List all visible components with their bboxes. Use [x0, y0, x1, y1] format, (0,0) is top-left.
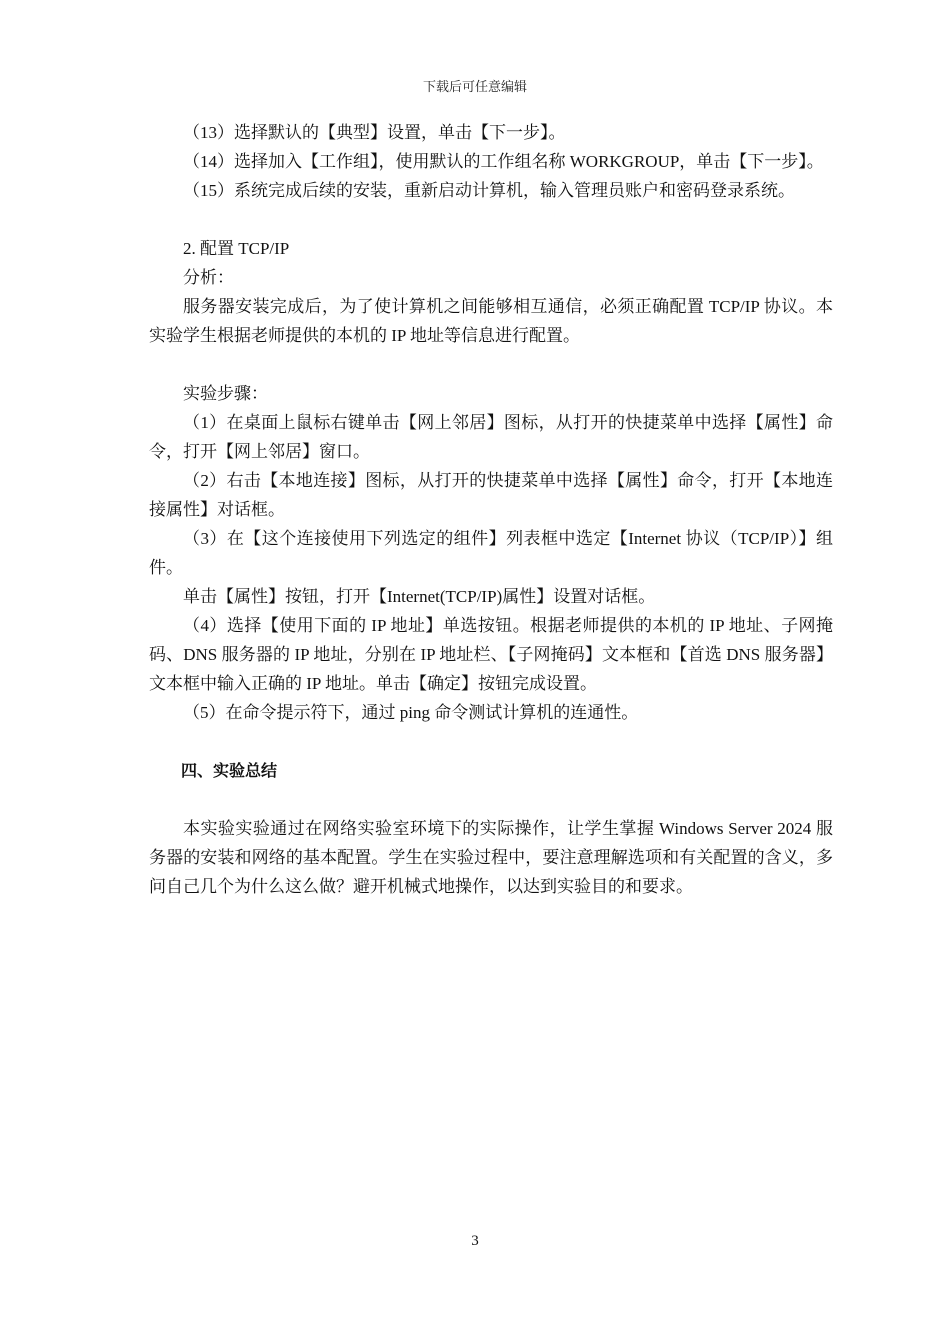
step-13-paragraph: （13）选择默认的【典型】设置，单击【下一步】。: [183, 123, 566, 142]
spacer: [149, 350, 833, 379]
step-5-paragraph: （5）在命令提示符下，通过 ping 命令测试计算机的连通性。: [183, 703, 639, 722]
page-number: 3: [471, 1233, 479, 1249]
step-14-paragraph: （14）选择加入【工作组】，使用默认的工作组名称 WORKGROUP，单击【下一步】。: [183, 152, 824, 171]
spacer: [149, 205, 833, 234]
analysis-label: 分析：: [183, 268, 234, 287]
spacer: [149, 785, 833, 814]
step-2-paragraph: （2）右击【本地连接】图标，从打开的快捷菜单中选择【属性】命令，打开【本地连接属性】对话框。: [149, 471, 833, 519]
spacer: [149, 727, 833, 756]
summary-paragraph: 本实验实验通过在网络实验室环境下的实际操作，让学生掌握 Windows Server 2024 服务器的安装和网络的基本配置。学生在实验过程中，要注意理解选项和有关配置的含义，多问自己几个为什么这么做？避开机械式地操作，以达到实验目的和要求。: [149, 819, 833, 896]
step-3-continued-paragraph: 单击【属性】按钮，打开【Internet(TCP/IP)属性】设置对话框。: [183, 587, 656, 606]
document-body: [149, 118, 833, 901]
section-4-title: 四、实验总结: [181, 761, 278, 780]
step-15-paragraph: （15）系统完成后续的安装，重新启动计算机，输入管理员账户和密码登录系统。: [183, 181, 795, 200]
steps-label: 实验步骤：: [183, 384, 268, 403]
section-2-title: 2. 配置 TCP/IP: [183, 239, 290, 258]
step-4-paragraph: （4）选择【使用下面的 IP 地址】单选按钮。根据老师提供的本机的 IP 地址、子网掩码、DNS 服务器的 IP 地址，分别在 IP 地址栏、【子网掩码】文本框和【首选 DNS 服务器】文本框中输入正确的 IP 地址。单击【确定】按钮完成设置。: [149, 616, 833, 693]
step-1-paragraph: （1）在桌面上鼠标右键单击【网上邻居】图标，从打开的快捷菜单中选择【属性】命令，打开【网上邻居】窗口。: [149, 413, 833, 461]
step-3-paragraph: （3）在【这个连接使用下列选定的组件】列表框中选定【Internet 协议（TCP/IP）】组件。: [149, 529, 833, 577]
analysis-paragraph: 服务器安装完成后，为了使计算机之间能够相互通信，必须正确配置 TCP/IP 协议。本实验学生根据老师提供的本机的 IP 地址等信息进行配置。: [149, 297, 833, 345]
page-header: 下载后可任意编辑: [422, 79, 527, 94]
